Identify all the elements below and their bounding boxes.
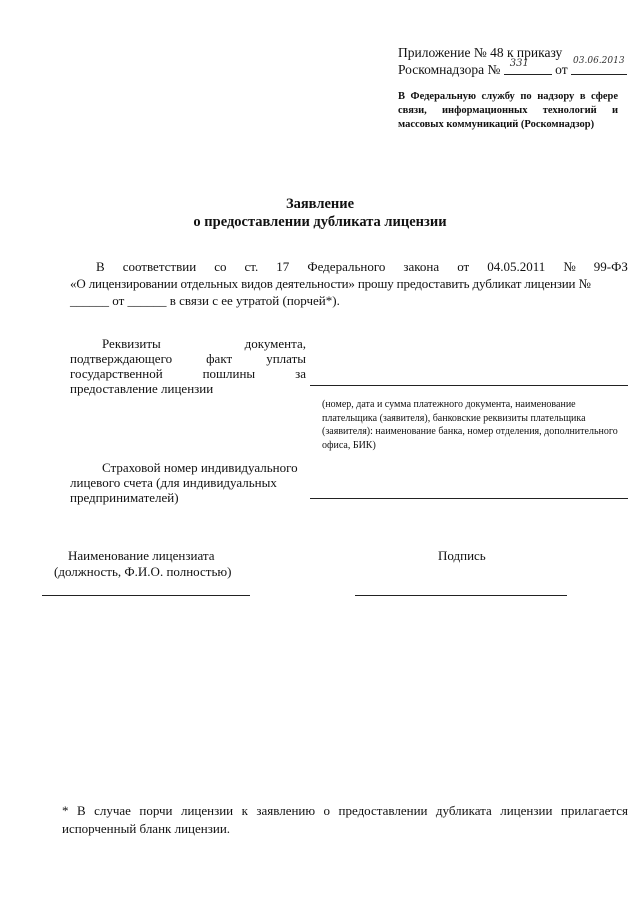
- order-number-field: [504, 58, 552, 75]
- license-from: от: [112, 293, 125, 308]
- appendix-header: [398, 44, 627, 78]
- document-title: Заявление: [285, 196, 355, 212]
- addressee: В Федеральную службу по надзору в сфере связи, информационных технологий и массовых коммуникаций (Роскомнадзор): [398, 91, 618, 130]
- license-reason: в связи с ее утратой (порчей*).: [169, 293, 340, 308]
- word: документа,: [244, 336, 306, 351]
- appendix-line: Приложение № 48 к приказу: [398, 45, 563, 60]
- word: закона: [403, 259, 440, 274]
- payment-label-row-1: [102, 336, 306, 351]
- insurance-label-line-2: лицевого счета (для индивидуальных: [70, 475, 277, 490]
- word: факт: [206, 351, 233, 366]
- word: за: [295, 366, 306, 381]
- order-number-handwritten: 331: [509, 58, 529, 69]
- word: уплаты: [266, 351, 306, 366]
- word: Реквизиты: [102, 336, 161, 351]
- word: от: [457, 259, 470, 274]
- insurance-label-line-1: Страховой номер индивидуального: [102, 460, 298, 475]
- word: государственной: [70, 366, 163, 381]
- order-from: от: [555, 62, 568, 77]
- word: ст.: [244, 259, 259, 274]
- document-subtitle: о предоставлении дубликата лицензии: [193, 214, 447, 230]
- insurance-number-field[interactable]: [310, 498, 628, 499]
- word: со: [214, 259, 227, 274]
- signature-field[interactable]: [355, 595, 567, 596]
- licensee-name-field[interactable]: [42, 595, 250, 596]
- payment-requisites-field[interactable]: [310, 385, 628, 386]
- license-date-blank: ______: [127, 293, 167, 308]
- word: №: [563, 259, 576, 274]
- word: 99-ФЗ: [593, 259, 628, 274]
- word: соответствии: [122, 259, 197, 274]
- footnote: * В случае порчи лицензии к заявлению о предоставлении дубликата лицензии прилагается испорченный бланк лицензии.: [62, 803, 628, 836]
- payment-label-row-3: [70, 366, 306, 381]
- body-line-1: [96, 258, 628, 275]
- word: В: [96, 259, 105, 274]
- word: 04.05.2011: [487, 259, 546, 274]
- word: подтверждающего: [70, 351, 173, 366]
- order-line: [398, 56, 627, 78]
- license-number-blank: ______: [70, 293, 109, 308]
- order-prefix: Роскомнадзора №: [398, 62, 501, 77]
- word: Федерального: [307, 259, 386, 274]
- order-date-field: [571, 56, 627, 75]
- body-line-2: «О лицензировании отдельных видов деятельности» прошу предоставить дубликат лицензии №: [70, 276, 591, 291]
- word: 17: [276, 259, 290, 274]
- payment-label-row-2: [70, 351, 306, 366]
- payment-requisites-hint: (номер, дата и сумма платежного документа, наименование плательщика (заявителя), банковские реквизиты плательщика (заявителя): наименование банка, номер отделения, дополнительного офиса, БИК): [322, 399, 618, 451]
- licensee-position-label: (должность, Ф.И.О. полностью): [54, 564, 232, 579]
- body-line-3: [70, 292, 628, 309]
- word: пошлины: [202, 366, 256, 381]
- licensee-name-label: Наименование лицензиата: [68, 548, 215, 563]
- order-date-handwritten: 03.06.2013: [573, 56, 625, 66]
- signature-label: Подпись: [438, 548, 486, 563]
- insurance-label-line-3: предпринимателей): [70, 490, 179, 505]
- payment-label-row-4: предоставление лицензии: [70, 381, 214, 396]
